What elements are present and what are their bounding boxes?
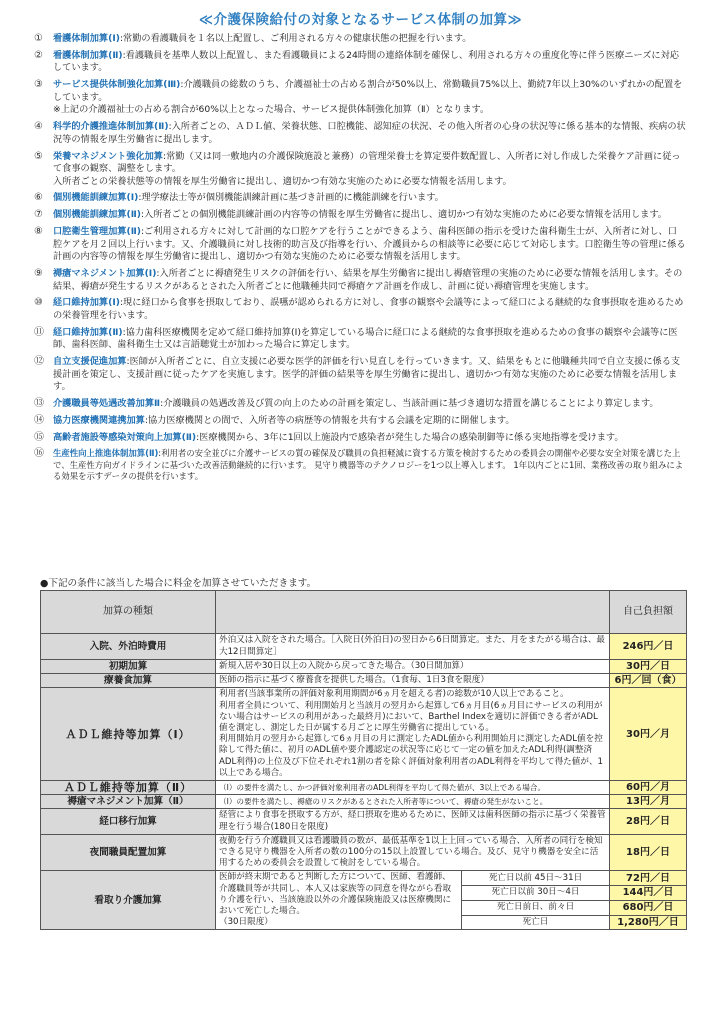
item-text: :常勤（又は同一敷地内の介護保険施設と兼務）の管理栄養士を算定要件数配置し、入所者に対し作成した栄養ケア計画に従って食事の観察、調整をします。 入所者ごとの栄養状態等の情報を厚生労働省に提出し、適切かつ有効な実施のために必要な情報を活用します。 (53, 150, 681, 187)
item-label: 自立支援促進加算 (53, 356, 127, 368)
table-note: ●下記の条件に該当した場合に料金を加算させていただきます。 (40, 578, 317, 589)
item-label: 経口維持加算(Ⅰ) (53, 297, 120, 309)
row-condition: 医師が終末期であると判断した方について、医師、看護師、介護職員等が共同し、本人又は家族等の同意を得ながら看取り介護を行い、当該施設以外の介護保険施設又は医療機関において死亡した場合。 （30日限度） (216, 871, 462, 930)
item-number: ⑧ (34, 226, 43, 238)
item-number: ⑫ (34, 356, 44, 368)
row-name: ＡＤＬ維持等加算（Ⅱ） (41, 781, 216, 795)
table-row (41, 688, 687, 781)
list-item (34, 432, 686, 445)
row-price: 72円／日 (610, 871, 687, 886)
item-number: ⑮ (34, 431, 44, 443)
item-text: :医療機関から、3年に1回以上施設内で感染者が発生した場合の感染制御等に係る実地指導を受けます。 (196, 431, 624, 443)
list-item (34, 79, 686, 117)
item-label: 個別機能訓練加算(Ⅰ) (53, 192, 139, 204)
list-item (34, 226, 686, 264)
item-number: ⑭ (34, 414, 44, 426)
table-row (41, 809, 687, 834)
item-number: ⑬ (34, 398, 44, 410)
row-price: 30円／月 (610, 688, 687, 781)
table-row (41, 674, 687, 688)
header-condition (216, 591, 610, 634)
list-item (34, 448, 686, 482)
row-name: 療養食加算 (41, 674, 216, 688)
item-text: :医師が入所者ごとに、自立支援に必要な医学的評価を行い見直しを行っていきます。又、結果をもとに他職種共同で自立支援に係る支援計画を策定し、支援計画に従ったケアを実施します。医学的評価の結果等を厚生労働省に提出し、適切かつ有効な実施のために必要な情報を活用します。 (53, 356, 681, 393)
row-name: 夜間職員配置加算 (41, 834, 216, 871)
item-text: :入所者ごとに褥瘡発生リスクの評価を行い、結果を厚生労働省に提出し褥瘡管理の実施のために必要な情報を活用します。その結果、褥瘡が発生するリスクがあるとされた入所者ごとに他職種共同で褥瘡ケア計画を作成し、計画に従い褥瘡管理を実施します。 (53, 268, 683, 292)
row-price: 144円／日 (610, 886, 687, 901)
row-price: 28円／日 (610, 809, 687, 834)
row-price: 18円／日 (610, 834, 687, 871)
item-text: :常勤の看護職員を１名以上配置し、ご利用される方々の健康状態の把握を行います。 (119, 33, 472, 44)
list-item (34, 121, 686, 146)
item-number: ④ (34, 121, 43, 133)
list-item (34, 415, 686, 428)
sub-period: 死亡日前日、前々日 (462, 900, 610, 915)
item-label: 協力医療機関連携加算 (53, 414, 145, 426)
row-condition: 外泊又は入院をされた場合。［入院日(外泊日)の翌日から6日間算定。また、月をまたがる場合は、最大12日間算定］ (216, 634, 610, 660)
item-text: :利用者の安全並びに介護サービスの質の確保及び職員の負担軽減に資する方策を検討するための委員会の開催や必要な安全対策を講じた上で、生産性方向ガイドラインに基づいた改善活動継続的に行います。 見守り機器等のテクノロジーを1つ以上導入します。 1年以内ごとに1回、業務改善の取り組みによる効果を示すデータの提供を行います。 (53, 448, 684, 482)
list-item (34, 297, 686, 322)
addon-list (34, 33, 686, 487)
item-label: 栄養マネジメント強化加算 (53, 150, 163, 162)
item-label: 個別機能訓練加算(Ⅱ) (53, 209, 141, 221)
item-number: ⑩ (34, 297, 43, 309)
row-condition: 医師の指示に基づく療養食を提供した場合。（1食毎、1日3食を限度） (216, 674, 610, 688)
row-name: 入院、外泊時費用 (41, 634, 216, 660)
list-item (34, 327, 686, 352)
row-condition: 経管により食事を摂取する方が、経口摂取を進めるために、医師又は歯科医師の指示に基づく栄養管理を行う場合(180日を限度) (216, 809, 610, 834)
table-row (41, 781, 687, 795)
row-price: 1,280円／日 (610, 915, 687, 930)
item-text: :協力医療機関との間で、入所者等の病歴等の情報を共有する会議を定期的に開催します。 (144, 414, 515, 426)
item-number: ⑥ (34, 192, 43, 204)
row-price: 60円／月 (610, 781, 687, 795)
header-type: 加算の種類 (41, 591, 216, 634)
sub-period: 死亡日以前 45日～31日 (462, 871, 610, 886)
item-text: :協力歯科医療機関を定めて経口維持加算(Ⅰ)を算定している場合に経口による継続的な食事摂取を進めるための食事の観察や会議等に医師、歯科医師、歯科衛生士又は言語聴覚士が加わった場合に算定します。 (53, 326, 678, 351)
list-item (34, 50, 686, 75)
item-label: 口腔衛生管理加算(Ⅱ) (53, 226, 141, 238)
item-text: :看護職員を基準人数以上配置し、また看護職員による24時間の連絡体制を確保し、利用される方々の重度化等に伴う医療ニーズに対応しています。 (53, 49, 679, 74)
item-number: ① (34, 33, 43, 44)
header-price: 自己負担額 (610, 591, 687, 634)
table-header-row (41, 591, 687, 634)
row-price: 13円／月 (610, 795, 687, 809)
list-item (34, 398, 686, 411)
row-condition: （Ⅰ）の要件を満たし、褥瘡のリスクがあるとされた入所者等について、褥瘡の発生がないこと。 (216, 795, 610, 809)
item-number: ⑯ (34, 448, 44, 460)
row-name: 看取り介護加算 (41, 871, 216, 930)
list-item (34, 356, 686, 394)
item-number: ⑪ (34, 326, 44, 338)
row-name: ＡＤＬ維持等加算（Ⅰ） (41, 688, 216, 781)
item-label: 経口維持加算(Ⅱ) (53, 326, 123, 338)
item-text: :現に経口から食事を摂取しており、誤嚥が認められる方に対し、食事の観察や会議等によって経口による継続的な食事摂取を進めるための栄養管理を行います。 (53, 297, 684, 321)
fee-table (40, 590, 687, 930)
row-name: 褥瘡マネジメント加算（Ⅱ） (41, 795, 216, 809)
item-text: :入所者ごとの個別機能訓練計画の内容等の情報を厚生労働省に提出し、適切かつ有効な実施のために必要な情報を活用します。 (140, 209, 667, 221)
page-title: ≪介護保険給付の対象となるサービス体制の加算≫ (198, 12, 523, 28)
row-price: 6円／回（食） (610, 674, 687, 688)
item-label: 褥瘡マネジメント加算(Ⅰ) (53, 268, 157, 279)
row-price: 30円／日 (610, 660, 687, 674)
item-text: :理学療法士等が個別機能訓練計画に基づき計画的に機能訓練を行います。 (138, 192, 444, 204)
item-label: 高齢者施設等感染対策向上加算(Ⅱ) (53, 431, 197, 443)
item-number: ③ (34, 79, 43, 91)
item-label: 介護職員等処遇改善加算Ⅱ (53, 398, 161, 410)
row-condition: （Ⅰ）の要件を満たし、かつ評価対象利用者のADL利得を平均して得た値が、3以上である場合。 (216, 781, 610, 795)
item-label: サービス提供体制強化加算(Ⅲ) (53, 79, 181, 91)
row-name: 初期加算 (41, 660, 216, 674)
item-label: 看護体制加算(Ⅱ) (53, 49, 123, 61)
table-row (41, 795, 687, 809)
item-number: ② (34, 49, 43, 61)
item-text: :介護職員の処遇改善及び質の向上のための計画を策定し、当該計画に基づき適切な措置を講じることにより算定します。 (160, 398, 659, 410)
row-condition: 夜勤を行う介護職員又は看護職員の数が、最低基準を1以上上回っている場合、入所者の同行を検知できる見守り機器を入所者の数の100分の15以上設置している場合。及び、見守り機器を安全に活用するための委員会を設置して検討をしている場合。 (216, 834, 610, 871)
list-item (34, 209, 686, 222)
item-text: :入所者ごとの、ＡＤＬ値、栄養状態、口腔機能、認知症の状況、その他入所者の心身の状況等に係る基本的な情報、疾病の状況等の情報を厚生労働省に提出します。 (53, 121, 686, 145)
table-row (41, 871, 687, 886)
sub-period: 死亡日以前 30日～4日 (462, 886, 610, 901)
row-condition: 利用者(当該事業所の評価対象利用期間が6ヵ月を超える者)の総数が10人以上であること。 利用者全員について、利用開始月と当該月の翌月から起算して6ヵ月目(6ヵ月目にサービスの利用がない場合はサービスの利用があった最終月)において、Barthel Indexを適切に評価できる者がADL値を測定し、測定した日が属する月ごとに厚生労働省に提出している。 利用開始月の翌月から起算して6ヵ月目の月に測定したADL値から利用開始月に測定したADL値を控除して得た値に、初月のADL値や要介護認定の状況等に応じて一定の値を加えたADL利得(調整済ADL利得)の上位及び下位それぞれ1割の者を除く評価対象利用者のADL利得を平均して得た値が、1以上である場合。 (216, 688, 610, 781)
row-price: 246円／日 (610, 634, 687, 660)
table-row (41, 834, 687, 871)
item-label: 科学的介護推進体制加算(Ⅱ) (53, 121, 169, 133)
sub-period: 死亡日 (462, 915, 610, 930)
table-row (41, 634, 687, 660)
row-name: 経口移行加算 (41, 809, 216, 834)
row-price: 680円／日 (610, 900, 687, 915)
list-item (34, 192, 686, 205)
item-label: 看護体制加算(Ⅰ) (53, 33, 120, 44)
list-item (34, 268, 686, 293)
item-text: :ご利用される方々に対して計画的な口腔ケアを行うことができるよう、歯科医師の指示を受けた歯科衛生士が、入所者に対し、口腔ケアを月２回以上行います。又、介護職員に対し技術的助言及び指導を行い、介護員からの相談等に必要に応じて対応します。口腔衛生等の管理に係る計画の内容等の情報を厚生労働省に提出し、適切かつ有効な実施のために必要な情報を活用します。 (53, 226, 686, 263)
list-item (34, 151, 686, 189)
list-item (34, 33, 686, 46)
row-condition: 新規入居や30日以上の入院から戻ってきた場合。（30日間加算） (216, 660, 610, 674)
item-text: :介護職員の総数のうち、介護福祉士の占める割合が50%以上、常勤職員75%以上、勤続7年以上30%のいずれかの配置をしています。 ※上記の介護福祉士の占める割合が60%以上となった場合、サービス提供体制強化加算（Ⅱ）となります。 (53, 79, 683, 116)
item-label: 生産性向上推進体制加算(Ⅱ) (53, 448, 159, 459)
item-number: ⑦ (34, 209, 43, 221)
item-number: ⑨ (34, 268, 43, 279)
item-number: ⑤ (34, 150, 43, 162)
table-row (41, 660, 687, 674)
